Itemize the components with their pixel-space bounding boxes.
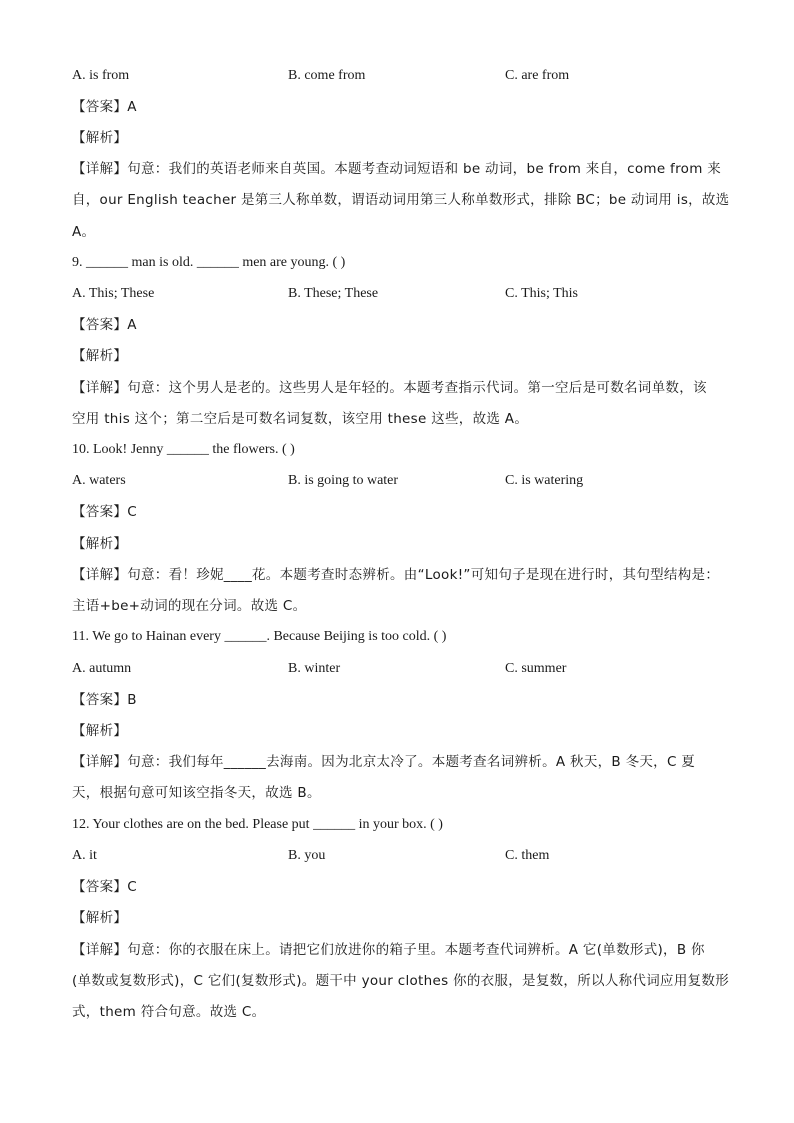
q11-option-c: C. summer xyxy=(505,661,567,676)
q12-analysis-label: 【解析】 xyxy=(72,910,128,926)
q8-answer: 【答案】A xyxy=(72,99,137,115)
q9-stem: 9. ______ man is old. ______ men are young. ( ) xyxy=(72,255,346,270)
q12-detail-line-2: (单数或复数形式)，C 它们(复数形式)。题干中 your clothes 你的衣服，是复数，所以人称代词应用复数形 xyxy=(72,973,730,989)
q12-option-b: B. you xyxy=(288,848,326,863)
q10-answer: 【答案】C xyxy=(72,504,137,520)
q8-detail-line-3: A。 xyxy=(72,224,96,240)
q10-detail-line-2: 主语+be+动词的现在分词。故选 C。 xyxy=(72,598,307,614)
q9-option-c: C. This; This xyxy=(505,286,579,301)
q8-option-c: C. are from xyxy=(505,68,570,83)
q8-analysis-label: 【解析】 xyxy=(72,130,128,146)
q10-stem: 10. Look! Jenny ______ the flowers. ( ) xyxy=(72,442,295,457)
q11-option-b: B. winter xyxy=(288,661,341,676)
q12-answer: 【答案】C xyxy=(72,879,137,895)
q11-stem: 11. We go to Hainan every ______. Because Beijing is too cold. ( ) xyxy=(72,629,447,644)
q9-option-b: B. These; These xyxy=(288,286,379,301)
q12-option-a: A. it xyxy=(72,848,97,863)
q11-option-a: A. autumn xyxy=(72,661,132,676)
q8-option-b: B. come from xyxy=(288,68,366,83)
q10-analysis-label: 【解析】 xyxy=(72,536,128,552)
q10-option-b: B. is going to water xyxy=(288,473,399,488)
q11-answer: 【答案】B xyxy=(72,692,137,708)
q9-analysis-label: 【解析】 xyxy=(72,348,128,364)
q11-analysis-label: 【解析】 xyxy=(72,723,128,739)
q9-detail-line-2: 空用 this 这个；第二空后是可数名词复数，该空用 these 这些，故选 A。 xyxy=(72,411,529,427)
q12-stem: 12. Your clothes are on the bed. Please put ______ in your box. ( ) xyxy=(72,817,443,832)
q8-detail-line-2: 自，our English teacher 是第三人称单数，谓语动词用第三人称单数形式，排除 BC；be 动词用 is，故选 xyxy=(72,192,730,208)
q10-detail-line-1: 【详解】句意：看！珍妮____花。本题考查时态辨析。由“Look!”可知句子是现在进行时，其句型结构是： xyxy=(72,567,720,583)
q9-option-a: A. This; These xyxy=(72,286,155,301)
q8-detail-line-1: 【详解】句意：我们的英语老师来自英国。本题考查动词短语和 be 动词，be from 来自，come from 来 xyxy=(72,161,722,177)
q12-option-c: C. them xyxy=(505,848,550,863)
q11-detail-line-1: 【详解】句意：我们每年______去海南。因为北京太冷了。本题考查名词辨析。A 秋天，B 冬天，C 夏 xyxy=(72,754,696,770)
q9-answer: 【答案】A xyxy=(72,317,137,333)
q11-detail-line-2: 天，根据句意可知该空指冬天，故选 B。 xyxy=(72,785,321,801)
q9-detail-line-1: 【详解】句意：这个男人是老的。这些男人是年轻的。本题考查指示代词。第一空后是可数名词单数，该 xyxy=(72,380,707,396)
q8-option-a: A. is from xyxy=(72,68,130,83)
q12-detail-line-3: 式，them 符合句意。故选 C。 xyxy=(72,1004,266,1020)
q10-option-c: C. is watering xyxy=(505,473,584,488)
q12-detail-line-1: 【详解】句意：你的衣服在床上。请把它们放进你的箱子里。本题考查代词辨析。A 它(单数形式)，B 你 xyxy=(72,942,705,958)
q10-option-a: A. waters xyxy=(72,473,126,488)
